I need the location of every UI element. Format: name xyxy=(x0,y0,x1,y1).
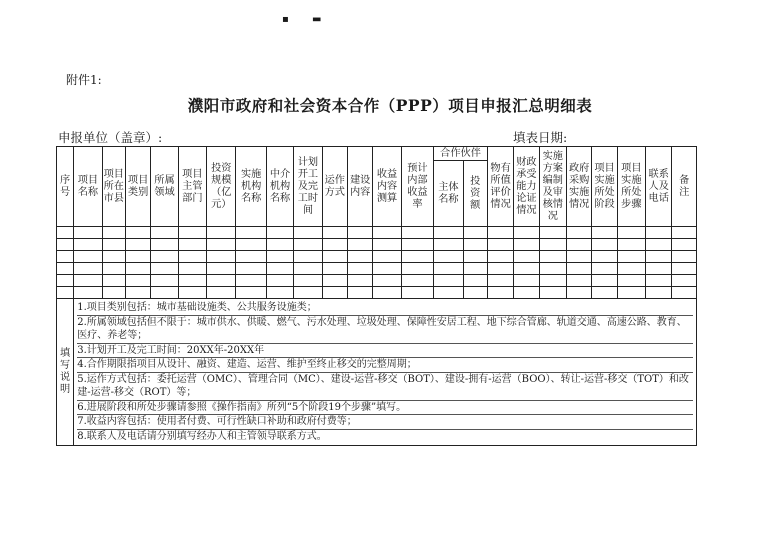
header-seq: 序号 xyxy=(57,147,74,227)
header-implementer: 实施机构名称 xyxy=(236,147,266,227)
header-city: 项目所在市县 xyxy=(102,147,125,227)
summary-table xyxy=(56,146,697,446)
header-contact: 联系人及电话 xyxy=(646,147,672,227)
header-plan: 实施方案编制及审核情况 xyxy=(539,147,566,227)
header-category: 项目类别 xyxy=(125,147,150,227)
fill-date-label: 填表日期: xyxy=(513,130,568,145)
table-row xyxy=(57,239,697,251)
header-procurement: 政府采购实施情况 xyxy=(566,147,591,227)
header-partner-name: 主体名称 xyxy=(434,161,463,227)
header-agency: 中介机构名称 xyxy=(266,147,293,227)
header-field: 所属领域 xyxy=(151,147,178,227)
applicant-label: 申报单位（盖章）: xyxy=(58,130,163,145)
header-vfm: 物有所值评价情况 xyxy=(487,147,513,227)
attachment-label: 附件1: xyxy=(66,73,102,87)
note-item: 4.合作期限指项目从设计、融资、建造、运营、维护至终止移交的完整周期； xyxy=(77,358,693,373)
header-investment: 投资规模（亿元） xyxy=(207,147,236,227)
scan-mark-2: ▬ xyxy=(312,14,322,25)
note-item: 2.所属领域包括但不限于：城市供水、供暖、燃气、污水处理、垃圾处理、保障性安居工程、地下综合管廊、轨道交通、高速公路、教育、医疗、养老等； xyxy=(77,316,693,344)
note-item: 6.进展阶段和所处步骤请参照《操作指南》所列“5个阶段19个步骤”填写。 xyxy=(77,401,693,416)
note-item: 7.收益内容包括：使用者付费、可行性缺口补助和政府付费等； xyxy=(77,415,693,430)
header-content: 建设内容 xyxy=(347,147,372,227)
page-title: 濮阳市政府和社会资本合作（PPP）项目申报汇总明细表 xyxy=(187,96,593,115)
notes-section xyxy=(74,299,697,446)
header-department: 项目主管部门 xyxy=(178,147,206,227)
header-mode: 运作方式 xyxy=(322,147,347,227)
note-item: 8.联系人及电话请分别填写经办人和主管领导联系方式。 xyxy=(77,430,327,442)
note-item: 1.项目类别包括：城市基础设施类、公共服务设施类； xyxy=(77,301,693,316)
table-row xyxy=(57,287,697,299)
header-stage: 项目实施所处阶段 xyxy=(592,147,617,227)
header-revenue: 收益内容测算 xyxy=(373,147,401,227)
header-partner-group: 合作伙伴 xyxy=(434,147,488,161)
header-partner-amount: 投资额 xyxy=(463,161,487,227)
table-row xyxy=(57,251,697,263)
header-project-name: 项目名称 xyxy=(74,147,102,227)
header-step: 项目实施所处步骤 xyxy=(617,147,645,227)
note-item: 5.运作方式包括：委托运营（OMC）、管理合同（MC）、建设-运营-移交（BOT）、建设-拥有-运营（BOO）、转让-运营-移交（TOT）和改建-运营-移交（ROT）等； xyxy=(77,373,693,401)
header-fiscal: 财政承受能力论证情况 xyxy=(514,147,539,227)
table-row xyxy=(57,227,697,239)
header-remark: 备注 xyxy=(672,147,697,227)
scan-mark-1: ▪ xyxy=(282,14,289,25)
note-item: 3.计划开工及完工时间：20XX年-20XX年 xyxy=(77,344,693,359)
header-schedule: 计划开工及完工时间 xyxy=(294,147,322,227)
notes-label: 填写说明 xyxy=(57,299,74,446)
table-row xyxy=(57,263,697,275)
header-return-rate: 预计内部收益率 xyxy=(401,147,433,227)
table-row xyxy=(57,275,697,287)
